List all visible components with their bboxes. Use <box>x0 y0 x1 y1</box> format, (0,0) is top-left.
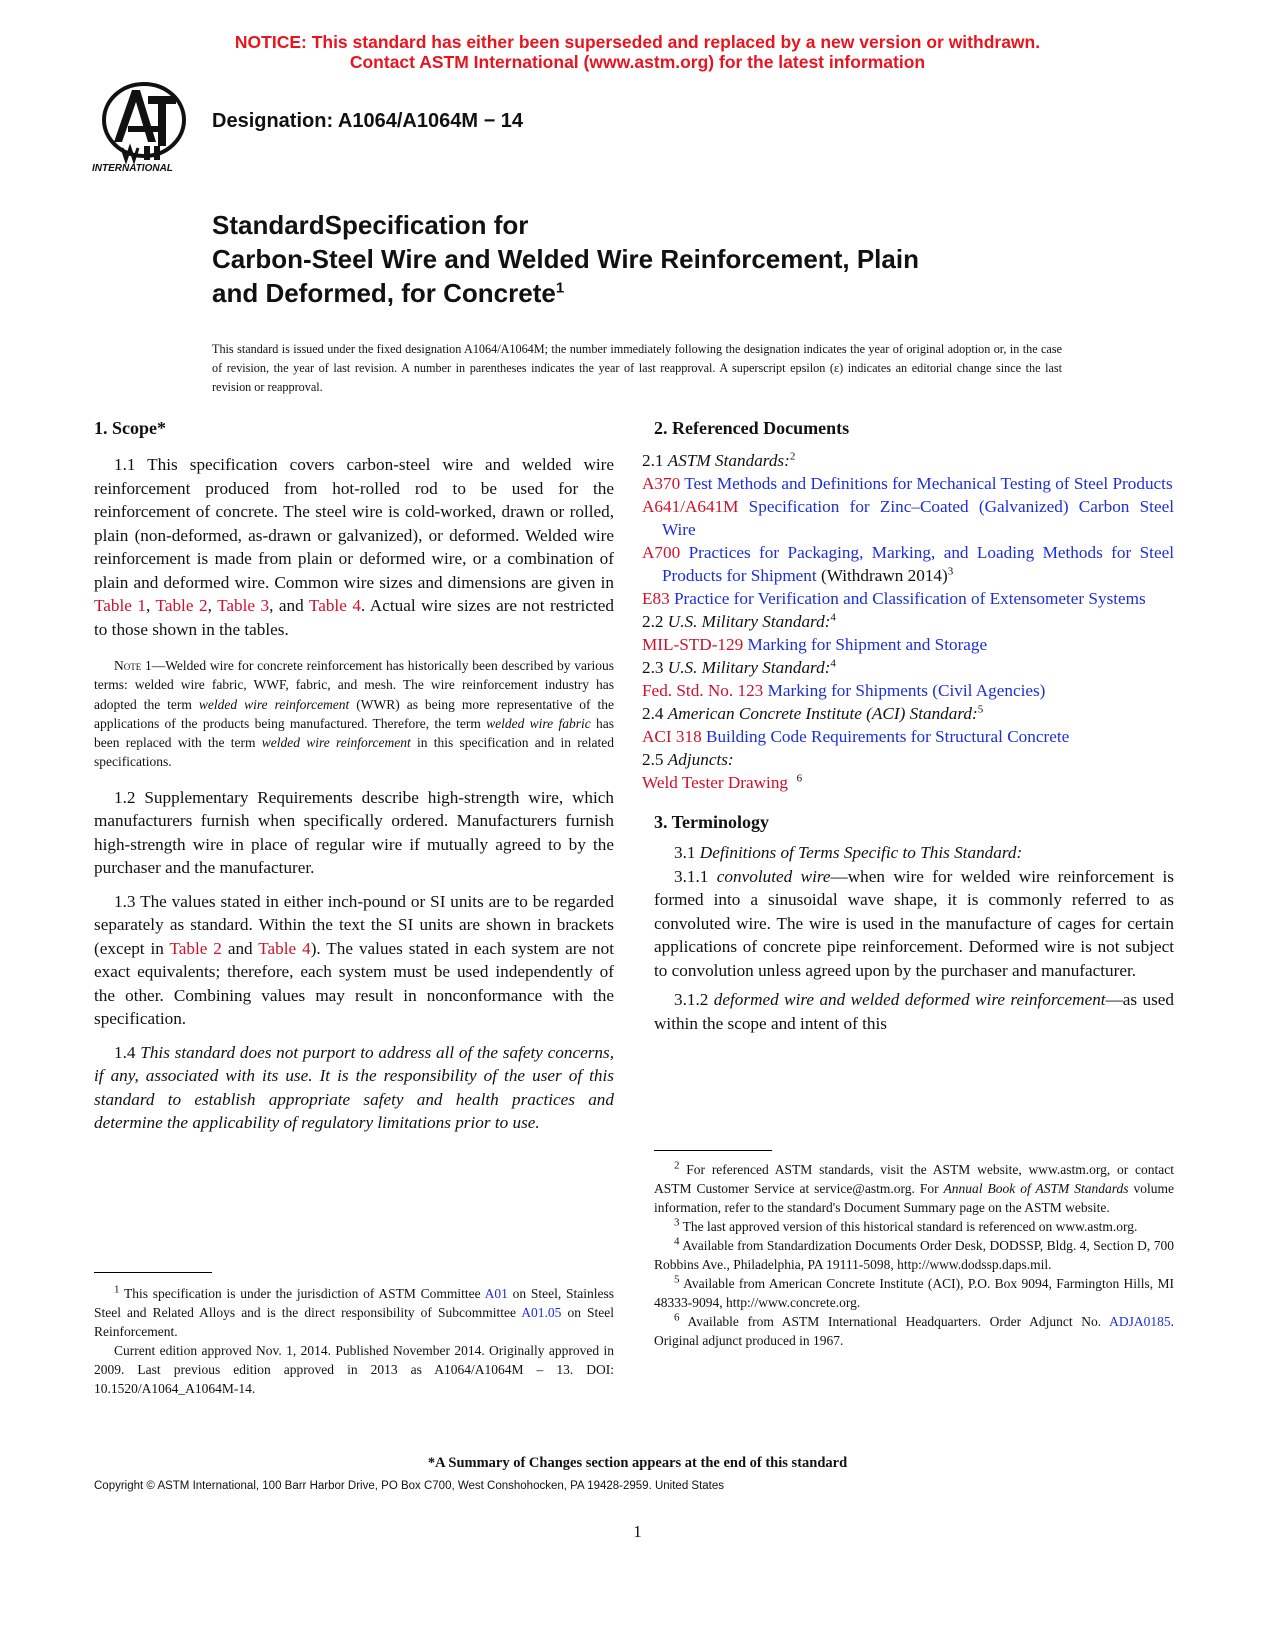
ref-e83[interactable]: E83 Practice for Verification and Classification of Extensometer Systems <box>642 589 1146 608</box>
refdocs-2-5: 2.5 Adjuncts: <box>642 750 734 769</box>
copyright: Copyright © ASTM International, 100 Barr Harbor Drive, PO Box C700, West Conshohocken, PA 19428-2959. United States <box>94 1480 725 1492</box>
title-line-1: StandardSpecification for <box>212 210 529 240</box>
title-footnote-ref[interactable]: 1 <box>555 279 565 297</box>
notice-line-2: Contact ASTM International (www.astm.org) for the latest information <box>349 52 926 72</box>
document-title <box>212 208 1072 310</box>
scope-1-3: 1.3 The values stated in either inch-pound or SI units are to be regarded separately as standard. Within the text the SI units are shown in brackets (except in Table 2 and Table 4). The values stated in each system are not exact equivalents; therefore, each system must be used independently of the other. Combining values may result in nonconformance with the specification. <box>94 891 614 1029</box>
subcommittee-link[interactable]: A01.05 <box>521 1305 562 1320</box>
scope-1-1: 1.1 This specification covers carbon-steel wire and welded wire reinforcement produced from hot-rolled rod to be used for the reinforcement of concrete. The steel wire is cold-worked, drawn or rolled, plain (non-deformed, as-drawn or galvanized), or deformed. Welded wire reinforcement is made from plain or deformed wire, or a combination of plain and deformed wire. Common wire sizes and dimensions are given in Table 1, Table 2, Table 3, and Table 4. Actual wire sizes are not restricted to those shown in the tables. <box>94 455 614 639</box>
ref-fed-std-123[interactable]: Fed. Std. No. 123 Marking for Shipments (Civil Agencies) <box>642 681 1046 700</box>
table-4-link[interactable]: Table 4 <box>308 596 361 615</box>
scope-1-2: 1.2 Supplementary Requirements describe high-strength wire, which manufacturers furnish when specifically ordered. Manufacturers furnish high-strength wire in place of regular wire if mutually agreed to by the purchaser and the manufacturer. <box>94 787 614 878</box>
table-1-link[interactable]: Table 1 <box>94 596 147 615</box>
footnote-1: $^1$ This specification is under the jurisdiction of ASTM Committee A01 on Steel, Stainless Steel and Related Alloys and is the direct responsibility of Subcommittee A01.05 on Steel Reinforcement. <box>94 1283 614 1339</box>
ref-aci-318[interactable]: ACI 318 Building Code Requirements for Structural Concrete <box>642 727 1070 746</box>
footnotes-left <box>94 1284 614 1398</box>
terminology-heading: 3. Terminology <box>654 812 770 832</box>
footnote-3: $^3$ The last approved version of this historical standard is referenced on www.astm.org. <box>674 1216 1138 1234</box>
table-2-link-b[interactable]: Table 2 <box>169 938 222 958</box>
note-1: Note 1—Welded wire for concrete reinforcement has historically been described by various terms: welded wire fabric, WWF, fabric, and mesh. The wire reinforcement industry has adopted the term welded wire reinforcement (WWR) as being more representative of the applications of the products being manufactured. Therefore, the term welded wire fabric has been replaced with the term welded wire reinforcement in this specification and in related specifications. <box>94 658 615 770</box>
astm-logo-icon <box>92 82 196 174</box>
ref-mil-std-129[interactable]: MIL-STD-129 Marking for Shipment and Storage <box>642 635 988 654</box>
footnotes-right <box>654 1160 1174 1350</box>
table-3-link[interactable]: Table 3 <box>217 596 270 615</box>
footnote-rule-right <box>654 1150 772 1151</box>
terminology-3-1-1: 3.1.1 convoluted wire—when wire for welded wire reinforcement is formed into a sinusoidal wave shape, it is commonly referred to as convoluted wire. The wire is used in the manufacture of cages for certain applications of concrete pipe reinforcement. Deformed wire is not subject to convolution unless agreed upon by the purchaser and manufacturer. <box>654 866 1174 980</box>
right-column <box>642 418 1175 1035</box>
logo-wordmark: INTERNATIONAL <box>92 163 173 174</box>
refdocs-2-2: 2.2 U.S. Military Standard:$^4$ <box>642 611 836 631</box>
astm-logo <box>92 82 196 174</box>
refdocs-heading: 2. Referenced Documents <box>654 418 850 438</box>
summary-of-changes-note: *A Summary of Changes section appears at the end of this standard <box>427 1455 848 1471</box>
refdocs-2-1: 2.1 ASTM Standards:$^2$ <box>642 450 796 470</box>
ref-a370[interactable]: A370 Test Methods and Definitions for Mechanical Testing of Steel Products <box>642 474 1173 493</box>
ref-a700[interactable]: A700 Practices for Packaging, Marking, and Loading Methods for Steel Products for Shipment (Withdrawn 2014)$^3$ <box>642 543 1174 585</box>
notice-line-1: NOTICE: This standard has either been superseded and replaced by a new version or withdrawn. <box>234 32 1041 52</box>
title-line-2: Carbon-Steel Wire and Welded Wire Reinforcement, Plain <box>212 244 919 274</box>
refdocs-2-4: 2.4 American Concrete Institute (ACI) Standard:$^5$ <box>642 703 984 723</box>
scope-1-4: 1.4 This standard does not purport to address all of the safety concerns, if any, associated with its use. It is the responsibility of the user of this standard to establish appropriate safety and health practices and determine the applicability of regulatory limitations prior to use. <box>94 1042 615 1133</box>
scope-heading: 1. Scope* <box>94 418 166 438</box>
left-column <box>94 418 614 1135</box>
adjunct-link[interactable]: ADJA0185 <box>1109 1314 1171 1329</box>
footnote-1-edition: Current edition approved Nov. 1, 2014. Published November 2014. Originally approved in 2009. Last previous edition approved in 2013 as A1064/A1064M – 13. DOI: 10.1520/A1064_A1064M-14. <box>94 1343 614 1396</box>
footnote-rule-left <box>94 1272 212 1273</box>
terminology-3-1: 3.1 Definitions of Terms Specific to This Standard: <box>674 843 1023 862</box>
preamble: This standard is issued under the fixed designation A1064/A1064M; the number immediately following the designation indicates the year of original adoption or, in the case of revision, the year of last revision. A number in parentheses indicates the year of last reapproval. A superscript epsilon (ε) indicates an editorial change since the last revision or reapproval. <box>212 342 1062 394</box>
ref-a641[interactable]: A641/A641M Specification for Zinc–Coated (Galvanized) Carbon Steel Wire <box>642 497 1174 539</box>
withdrawn-notice <box>0 32 1275 72</box>
table-2-link[interactable]: Table 2 <box>155 596 208 615</box>
page-number: 1 <box>633 1522 642 1541</box>
committee-a01-link[interactable]: A01 <box>484 1286 508 1301</box>
refdocs-2-3: 2.3 U.S. Military Standard:$^4$ <box>642 657 836 677</box>
footnote-2: $^2$ For referenced ASTM standards, visit the ASTM website, www.astm.org, or contact ASTM Customer Service at service@astm.org. For Annual Book of ASTM Standards volume information, refer to the standard's Document Summary page on the ASTM website. <box>654 1159 1174 1215</box>
table-4-link-b[interactable]: Table 4 <box>258 938 311 958</box>
footnote-6: $^6$ Available from ASTM International Headquarters. Order Adjunct No. ADJA0185. Original adjunct produced in 1967. <box>654 1311 1174 1348</box>
footnote-5: $^5$ Available from American Concrete Institute (ACI), P.O. Box 9094, Farmington Hills, MI 48333-9094, http://www.concrete.org. <box>654 1273 1174 1310</box>
designation: Designation: A1064/A1064M − 14 <box>212 110 524 132</box>
ref-weld-tester[interactable]: Weld Tester Drawing $^6$ <box>642 772 803 792</box>
terminology-3-1-2: 3.1.2 deformed wire and welded deformed wire reinforcement—as used within the scope and intent of this <box>654 990 1175 1033</box>
footnote-4: $^4$ Available from Standardization Documents Order Desk, DODSSP, Bldg. 4, Section D, 700 Robbins Ave., Philadelphia, PA 19111-5098, http://www.dodssp.daps.mil. <box>654 1235 1174 1272</box>
title-line-3: and Deformed, for Concrete <box>212 278 556 308</box>
